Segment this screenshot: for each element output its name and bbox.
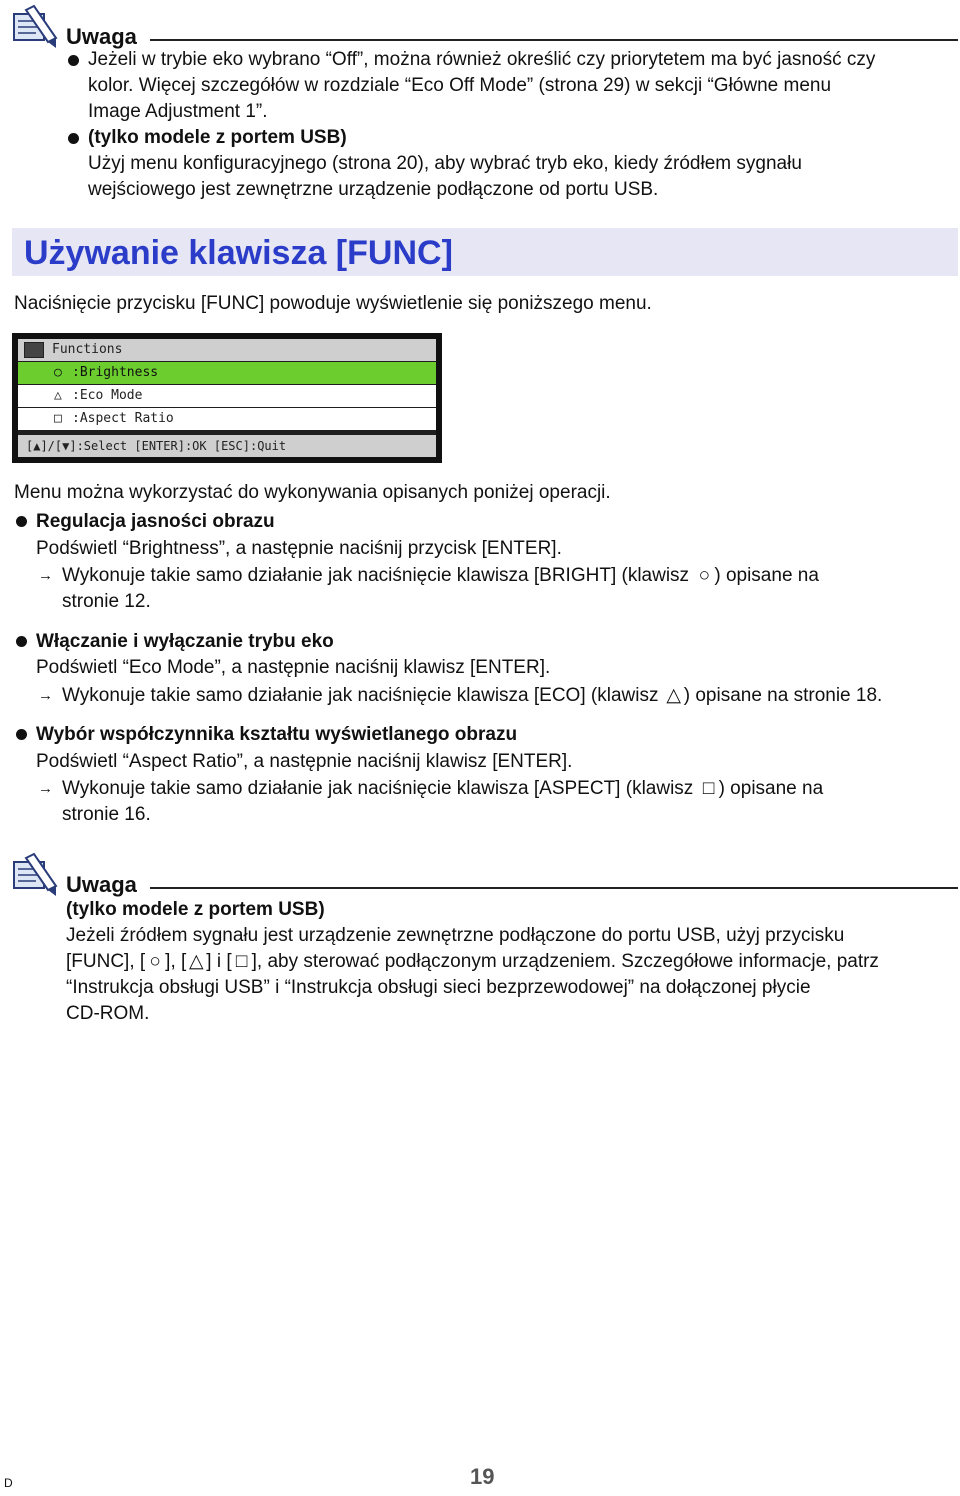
corner-mark: D — [4, 1476, 13, 1490]
op3-result-text: Wykonuje takie samo działanie jak naciśnięcie klawisza [ASPECT] (klawisz — [62, 778, 699, 799]
note2-text: ], aby sterować podłączonym urządzeniem. Szczegółowe informacje, patrz — [251, 951, 879, 972]
note-divider — [150, 887, 958, 889]
note1-bullet1-line1: Jeżeli w trybie eko wybrano “Off”, można również określić czy priorytetem ma być jasność czy — [88, 49, 876, 70]
op3-result-text-end: ) opisane na — [718, 778, 824, 799]
note-header — [12, 852, 958, 902]
page-number: 19 — [470, 1464, 495, 1489]
bullet-icon — [68, 133, 79, 144]
circle-key-icon: ○ — [698, 565, 711, 586]
note2-text: ] i [ — [206, 951, 232, 972]
op3-title: Wybór współczynnika kształtu wyświetlanego obrazu — [36, 724, 518, 745]
bullet-icon — [68, 55, 79, 66]
menu-item-label: :Aspect Ratio — [72, 411, 174, 426]
op1-result-cont: stronie 12. — [62, 591, 151, 612]
menu-item-label: :Eco Mode — [72, 388, 143, 403]
menu-item-eco-mode — [18, 385, 436, 407]
op3-result-cont: stronie 16. — [62, 804, 151, 825]
note1-bullet1-line2: kolor. Więcej szczegółów w rozdziale “Eco Off Mode” (strona 29) w sekcji “Główne menu — [88, 75, 832, 96]
section-intro: Naciśnięcie przycisku [FUNC] powoduje wyświetlenie się poniższego menu. — [14, 293, 652, 314]
arrow-right-icon: → — [38, 780, 53, 797]
op2-line: Podświetl “Eco Mode”, a następnie naciśnij klawisz [ENTER]. — [36, 657, 551, 678]
note1-bullet2-line2: wejściowego jest zewnętrzne urządzenie podłączone od portu USB. — [88, 179, 659, 200]
note2-text: [FUNC], [ — [66, 951, 146, 972]
menu-title-bar — [18, 339, 436, 361]
op1-result-text-end: ) opisane na — [714, 565, 819, 586]
triangle-key-icon: △ — [188, 951, 204, 972]
note1-bullet2-line1: Użyj menu konfiguracyjnego (strona 20), aby wybrać tryb eko, kiedy źródłem sygnału — [88, 153, 802, 174]
arrow-right-icon: → — [38, 687, 53, 704]
bullet-icon — [16, 729, 27, 740]
op2-title: Włączanie i wyłączanie trybu eko — [36, 631, 334, 652]
note2-title: (tylko modele z portem USB) — [66, 899, 325, 920]
square-icon: □ — [54, 411, 62, 426]
note1-bullet2-title: (tylko modele z portem USB) — [88, 127, 347, 148]
note2-text: ], [ — [165, 951, 187, 972]
bullet-icon — [16, 516, 27, 527]
note2-line2 — [66, 949, 879, 975]
functions-menu — [18, 339, 436, 457]
section-heading — [12, 228, 958, 276]
menu-title: Functions — [52, 342, 123, 357]
op3-result — [62, 776, 823, 802]
functions-menu-screenshot — [12, 333, 442, 463]
triangle-icon: △ — [54, 388, 62, 403]
circle-key-icon: ○ — [149, 951, 161, 972]
menu-item-label: :Brightness — [72, 365, 159, 380]
op2-result-text-end: ) opisane na stronie 18. — [683, 685, 883, 706]
circle-icon: ○ — [54, 365, 62, 380]
op1-result-text: Wykonuje takie samo działanie jak naciśnięcie klawisza [BRIGHT] (klawisz — [62, 565, 695, 586]
note2-line4: CD-ROM. — [66, 1003, 150, 1024]
note2-line3: “Instrukcja obsługi USB” i “Instrukcja obsługi sieci bezprzewodowej” na dołączonej płycie — [66, 977, 811, 998]
note1-bullet1-line3: Image Adjustment 1”. — [88, 101, 268, 122]
op1-result — [62, 563, 819, 589]
menu-item-brightness — [18, 362, 436, 384]
square-key-icon: □ — [702, 778, 715, 799]
op3-line: Podświetl “Aspect Ratio”, a następnie naciśnij klawisz [ENTER]. — [36, 751, 573, 772]
note-pencil-icon — [12, 852, 62, 898]
op2-result-text: Wykonuje takie samo działanie jak naciśnięcie klawisza [ECO] (klawisz — [62, 685, 664, 706]
note-divider — [150, 39, 958, 41]
bullet-icon — [16, 636, 27, 647]
op1-title: Regulacja jasności obrazu — [36, 511, 275, 532]
square-key-icon: □ — [235, 951, 248, 972]
note-pencil-icon — [12, 4, 62, 50]
menu-icon — [24, 342, 44, 358]
note-label: Uwaga — [66, 24, 137, 49]
arrow-right-icon: → — [38, 567, 53, 584]
menu-footer-text: [▲]/[▼]:Select [ENTER]:OK [ESC]:Quit — [26, 439, 287, 453]
triangle-key-icon: △ — [666, 685, 682, 706]
op2-result — [62, 683, 882, 709]
note2-line1: Jeżeli źródłem sygnału jest urządzenie zewnętrzne podłączone do portu USB, użyj przycisku — [66, 925, 845, 946]
section-title: Używanie klawisza [FUNC] — [24, 234, 453, 272]
op1-line: Podświetl “Brightness”, a następnie naciśnij przycisk [ENTER]. — [36, 538, 562, 559]
note-label: Uwaga — [66, 872, 137, 897]
menu-item-aspect-ratio — [18, 408, 436, 430]
ops-intro: Menu można wykorzystać do wykonywania opisanych poniżej operacji. — [14, 482, 611, 503]
menu-footer — [18, 435, 436, 457]
